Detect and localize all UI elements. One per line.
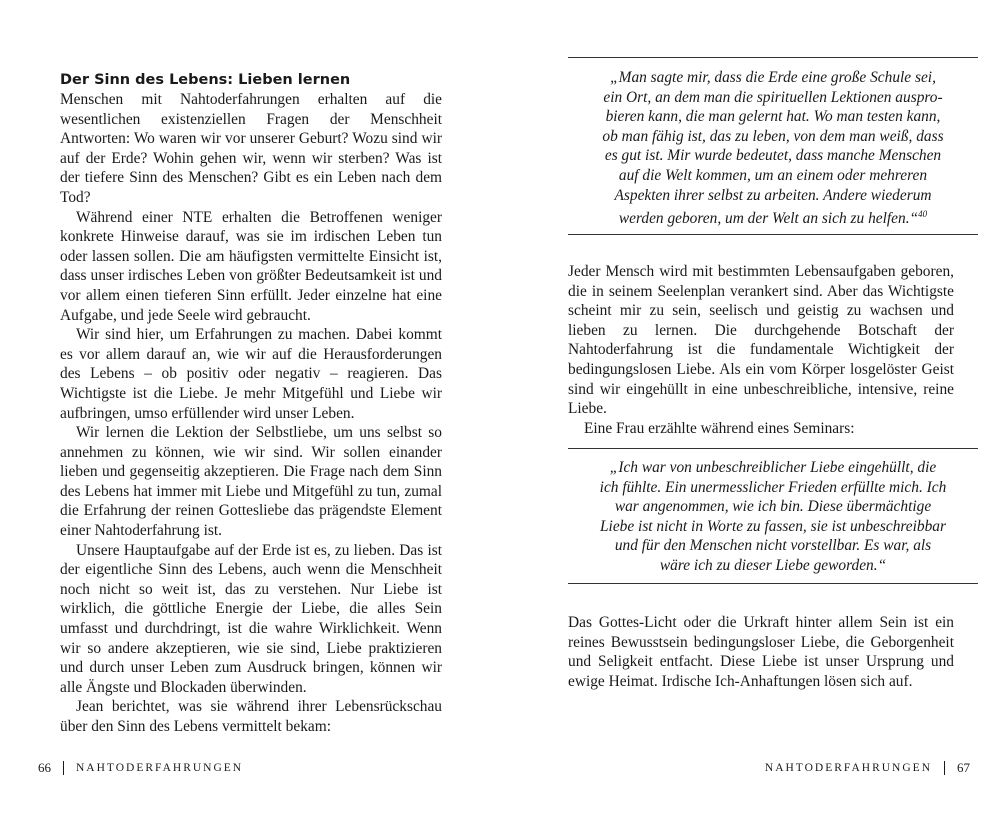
section-heading: Der Sinn des Lebens: Lieben lernen (60, 72, 351, 88)
right-footer (765, 760, 970, 776)
left-footer (38, 760, 243, 776)
quote-line: auf die Welt kommen, um an einem oder mehreren (618, 166, 928, 184)
paragraph: Wir sind hier, um Erfahrungen zu machen. Dabei kommt es vor allem darauf an, wie wir auf die Herausforderungen des Lebens – ob positiv oder negativ – reagieren. Das Wichtigste ist die Liebe. Je mehr Mitgefühl und Liebe wir aufbringen, umso erfüllender wird unser Leben. (60, 326, 442, 422)
page-number: 66 (38, 760, 51, 775)
paragraph: Während einer NTE erhalten die Betroffenen weniger konkrete Hinweise darauf, was sie im irdischen Leben tun oder lassen sollen. Die am häufigsten vermittelte Einsicht ist, dass unser irdisches Leben von größter Bedeutsamkeit ist und vor allem einen tieferen Sinn erfüllt. Jeder einzelne hat eine Aufgabe, und jede Seele wird gebraucht. (60, 208, 442, 324)
left-text-column (60, 70, 442, 737)
paragraph: Unsere Hauptaufgabe auf der Erde ist es, zu lieben. Das ist der eigentliche Sinn des Lebens, auch wenn die Menschheit noch nicht so weit ist, das zu verstehen. Nur Liebe ist wirklich, die göttliche Energie der Liebe, die alles Sein umfasst und durchdringt, ist die wahre Wirklichkeit. Wenn wir so andere akzeptieren, wie sie sind, Liebe praktizieren und durch unser Leben zum Ausdruck bringen, können wir alle Ängste und Blockaden überwinden. (60, 541, 442, 696)
paragraph: Wir lernen die Lektion der Selbstliebe, um uns selbst so annehmen zu können, wie wir sind. Wir sollen einander lieben und gegenseitig akzeptieren. Die Frage nach dem Sinn des Lebens hat immer mit Liebe und Mitgefühl zu tun, zumal die Erfahrung der reinen Gottesliebe das prägendste Element einer Nahtoderfahrung ist. (60, 424, 442, 540)
quote-line: Liebe ist nicht in Worte zu fassen, sie ist unbeschreibbar (600, 517, 946, 535)
quote-line: „Ich war von unbeschreiblicher Liebe eingehüllt, die (609, 459, 937, 476)
footnote-marker: 40 (918, 209, 928, 220)
blockquote-2 (568, 448, 978, 584)
paragraph: Jean berichtet, was sie während ihrer Lebensrückschau über den Sinn des Lebens vermittelt bekam: (60, 698, 442, 735)
paragraph: Jeder Mensch wird mit bestimmten Lebensaufgaben geboren, die in seinem Seelenplan verankert sind. Aber das Wichtigste scheint mir zu sein, seelisch und geistig zu wachsen und lieben zu lernen. Die durchgehende Botschaft der Nahtoderfahrung ist die fundamentale Wichtigkeit der bedingungslosen Liebe. Als ein vom Körper losgelöster Geist sind wir eingehüllt in eine unbeschreibliche, intensive, reine Liebe. (568, 263, 954, 418)
quote-line: Aspekten ihrer selbst zu arbeiten. Andere wiederum (614, 186, 932, 204)
right-text-column-1 (568, 262, 954, 438)
footer-divider (944, 761, 945, 775)
quote-line: bieren kann, die man gelernt hat. Wo man testen kann, (605, 108, 941, 126)
blockquote-1 (568, 57, 978, 235)
quote-line: ich fühlte. Ein unermesslicher Frieden erfüllte mich. Ich (599, 478, 947, 496)
right-text-column-2 (568, 613, 954, 691)
running-title: NAHTODERFAHRUNGEN (76, 762, 244, 774)
paragraph: Eine Frau erzählte während eines Seminars: (584, 419, 855, 437)
quote-line: werden geboren, um der Welt an sich zu helfen.“ (618, 210, 919, 228)
paragraph: Menschen mit Nahtoderfahrungen erhalten auf die wesentlichen existenziellen Fragen der Menschheit Antworten: Wo waren wir vor unserer Geburt? Wozu sind wir auf der Erde? Wohin gehen wir, wenn wir sterben? Was ist der tiefere Sinn des Menschen? Gibt es ein Leben nach dem Tod? (60, 91, 442, 206)
footer-divider (63, 761, 64, 775)
quote-line: war angenommen, wie ich bin. Diese übermächtige (614, 498, 932, 516)
quote-line: „Man sagte mir, dass die Erde eine große Schule sei, (610, 69, 936, 86)
quote-line: und für den Menschen nicht vorstellbar. Es war, als (614, 537, 932, 555)
paragraph: Das Gottes-Licht oder die Urkraft hinter allem Sein ist ein reines Bewusstsein bedingungsloser Liebe, die Geborgenheit und Seligkeit entfacht. Diese Liebe ist unser Ursprung und ewige Heimat. Irdische Ich-Anhaftungen lösen sich auf. (568, 614, 954, 690)
quote-text (568, 58, 978, 229)
quote-line: ein Ort, an dem man die spirituellen Lektionen auspro- (603, 88, 943, 106)
running-title: NAHTODERFAHRUNGEN (764, 762, 932, 774)
right-page (504, 0, 1008, 827)
quote-line: ob man fähig ist, das zu leben, von dem man weiß, dass (602, 127, 944, 145)
page-number: 67 (957, 760, 970, 775)
quote-line: es gut ist. Mir wurde bedeutet, dass manche Menschen (604, 147, 942, 165)
quote-line: wäre ich zu dieser Liebe geworden.“ (659, 556, 887, 574)
quote-text (568, 449, 978, 576)
